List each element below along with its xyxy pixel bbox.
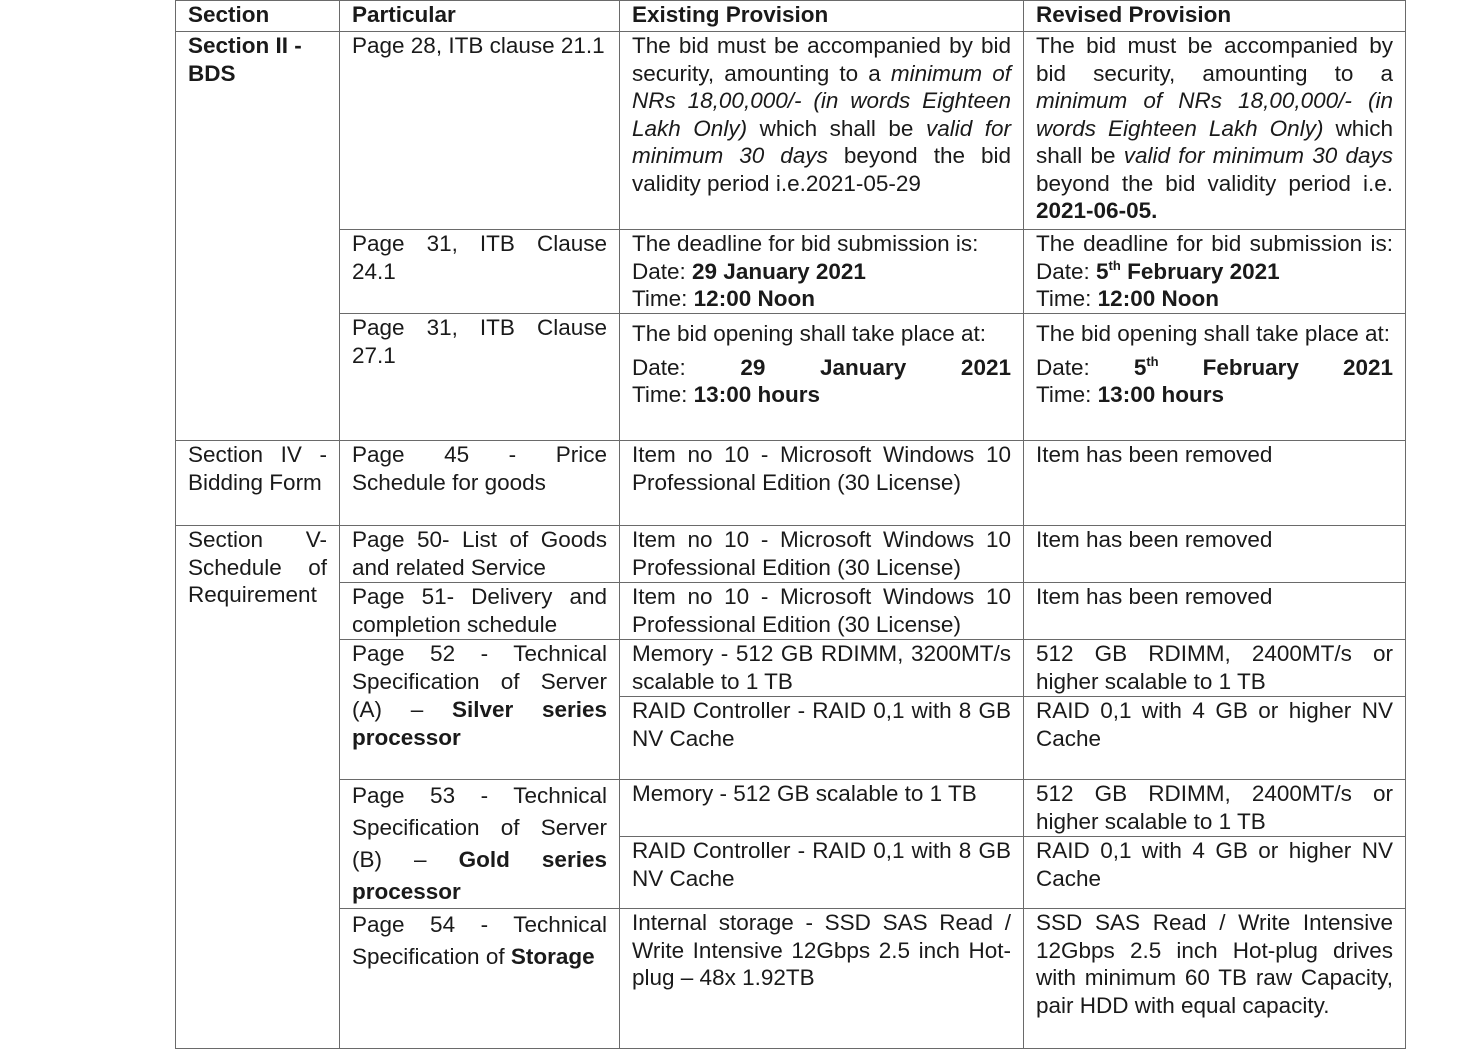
text-line bbox=[632, 285, 1011, 313]
label: Time: bbox=[632, 286, 694, 311]
revised-provision-cell: Item has been removed bbox=[1024, 526, 1406, 583]
text-run: The bid must be accompanied by bid security, amounting to a bbox=[632, 33, 1011, 86]
text-line bbox=[632, 258, 1011, 286]
date-value bbox=[1096, 259, 1280, 284]
text-run: Page 53 - Technical Specification of Server (B) – bbox=[352, 783, 607, 872]
date-value: 29 January 2021 bbox=[692, 258, 866, 284]
table-row bbox=[176, 640, 1406, 697]
label: Time: bbox=[1036, 286, 1098, 311]
text-line bbox=[1036, 354, 1393, 382]
existing-provision-cell: RAID Controller - RAID 0,1 with 8 GB NV Cache bbox=[620, 697, 1024, 780]
existing-provision-cell: Memory - 512 GB scalable to 1 TB bbox=[620, 780, 1024, 837]
table-row bbox=[176, 909, 1406, 1049]
particular-cell bbox=[340, 909, 620, 1049]
table-row bbox=[176, 526, 1406, 583]
text-run: which shall be bbox=[747, 115, 926, 141]
header-revised-provision: Revised Provision bbox=[1024, 1, 1406, 32]
label: Date: bbox=[632, 354, 741, 380]
header-particular: Particular bbox=[340, 1, 620, 32]
particular-cell: Page 50- List of Goods and related Service bbox=[340, 526, 620, 583]
text-run: The bid must be accompanied by bid security, amounting to a bbox=[1036, 33, 1393, 86]
label: Time: bbox=[1036, 382, 1098, 407]
text-run: The deadline for bid submission is: Date: bbox=[1036, 231, 1393, 284]
text-run: minimum of NRs 18,00,000/- (in words Eighteen Lakh Only) bbox=[632, 60, 1011, 141]
text-run: beyond the bid validity period i.e. bbox=[1036, 170, 1393, 196]
text-run: Page 52 - Technical Specification of Server (A) – bbox=[352, 641, 607, 722]
text-run: Page 54 - Technical Specification of bbox=[352, 912, 607, 969]
revised-provision-cell: Item has been removed bbox=[1024, 583, 1406, 640]
revised-provision-cell: RAID 0,1 with 4 GB or higher NV Cache bbox=[1024, 697, 1406, 780]
existing-provision-cell bbox=[620, 32, 1024, 230]
particular-cell bbox=[340, 640, 620, 780]
particular-cell: Page 31, ITB Clause 27.1 bbox=[340, 314, 620, 441]
existing-provision-cell: Memory - 512 GB RDIMM, 3200MT/s scalable to 1 TB bbox=[620, 640, 1024, 697]
table-row bbox=[176, 441, 1406, 526]
date-value: 29 January 2021 bbox=[740, 354, 1011, 380]
header-existing-provision: Existing Provision bbox=[620, 1, 1024, 32]
text-run: which shall be bbox=[1036, 115, 1393, 168]
text-run: 5 bbox=[1133, 354, 1147, 380]
header-section: Section bbox=[176, 1, 340, 32]
table-row bbox=[176, 32, 1406, 230]
revised-provision-cell bbox=[1024, 314, 1406, 441]
table-row bbox=[176, 780, 1406, 837]
text-run: Storage bbox=[510, 944, 595, 969]
revised-provision-cell: 512 GB RDIMM, 2400MT/s or higher scalable to 1 TB bbox=[1024, 780, 1406, 837]
label: Date: bbox=[632, 258, 693, 284]
revised-provision-cell: RAID 0,1 with 4 GB or higher NV Cache bbox=[1024, 837, 1406, 909]
superscript: th bbox=[1146, 353, 1159, 369]
particular-cell: Page 28, ITB clause 21.1 bbox=[340, 32, 620, 230]
table-header-row bbox=[176, 1, 1406, 32]
text-line: The bid opening shall take place at: bbox=[632, 321, 986, 346]
existing-provision-cell bbox=[620, 314, 1024, 441]
revised-provision-cell bbox=[1024, 32, 1406, 230]
revised-provision-cell: SSD SAS Read / Write Intensive 12Gbps 2.5 inch Hot-plug drives with minimum 60 TB raw Capacity, pair HDD with equal capacity. bbox=[1024, 909, 1406, 1049]
text-run: beyond the bid validity period i.e.2021-05-29 bbox=[632, 143, 1012, 196]
section-cell: Section IV - Bidding Form bbox=[176, 441, 340, 526]
revised-provision-cell: Item has been removed bbox=[1024, 441, 1406, 526]
table-row bbox=[176, 583, 1406, 640]
text-run: 2021-06-05. bbox=[1036, 198, 1158, 223]
text-line bbox=[632, 354, 1011, 382]
text-line: The bid opening shall take place at: bbox=[1036, 321, 1390, 346]
existing-provision-cell: Internal storage - SSD SAS Read / Write Intensive 12Gbps 2.5 inch Hot-plug – 48x 1.92TB bbox=[620, 909, 1024, 1049]
particular-cell bbox=[340, 780, 620, 909]
text-line bbox=[632, 381, 1011, 409]
text-run: valid for minimum 30 days bbox=[1123, 143, 1394, 168]
particular-cell: Page 31, ITB Clause 24.1 bbox=[340, 230, 620, 314]
amendment-table bbox=[175, 0, 1406, 1049]
text-run: February 2021 bbox=[1158, 354, 1394, 380]
section-cell: Section V- Schedule of Requirement bbox=[176, 526, 340, 1049]
particular-cell: Page 51- Delivery and completion schedule bbox=[340, 583, 620, 640]
text-line bbox=[1036, 285, 1393, 313]
particular-cell: Page 45 - Price Schedule for goods bbox=[340, 441, 620, 526]
text-run: Silver series processor bbox=[352, 697, 608, 750]
time-value: 13:00 hours bbox=[693, 382, 820, 407]
text-run: Gold series processor bbox=[352, 847, 607, 904]
time-value: 12:00 Noon bbox=[693, 286, 815, 311]
label: Date: bbox=[1036, 354, 1134, 380]
text-run: February 2021 bbox=[1120, 258, 1280, 284]
existing-provision-cell: Item no 10 - Microsoft Windows 10 Professional Edition (30 License) bbox=[620, 526, 1024, 583]
time-value: 12:00 Noon bbox=[1097, 286, 1219, 311]
revised-provision-cell bbox=[1024, 230, 1406, 314]
table-row bbox=[176, 230, 1406, 314]
existing-provision-cell: Item no 10 - Microsoft Windows 10 Professional Edition (30 License) bbox=[620, 441, 1024, 526]
table-row bbox=[176, 314, 1406, 441]
date-value bbox=[1134, 355, 1393, 380]
text-run: 5 bbox=[1096, 258, 1109, 284]
label: Time: bbox=[632, 382, 694, 407]
existing-provision-cell: RAID Controller - RAID 0,1 with 8 GB NV Cache bbox=[620, 837, 1024, 909]
text-run: minimum of NRs 18,00,000/- (in words Eighteen Lakh Only) bbox=[1036, 88, 1393, 141]
superscript: th bbox=[1108, 257, 1121, 273]
section-cell: Section II - BDS bbox=[176, 32, 340, 441]
revised-provision-cell: 512 GB RDIMM, 2400MT/s or higher scalable to 1 TB bbox=[1024, 640, 1406, 697]
text-run: valid for minimum 30 days bbox=[632, 115, 1011, 168]
text-line bbox=[1036, 381, 1393, 409]
existing-provision-cell: Item no 10 - Microsoft Windows 10 Professional Edition (30 License) bbox=[620, 583, 1024, 640]
text-line: The deadline for bid submission is: bbox=[632, 231, 979, 256]
existing-provision-cell bbox=[620, 230, 1024, 314]
time-value: 13:00 hours bbox=[1097, 382, 1224, 407]
